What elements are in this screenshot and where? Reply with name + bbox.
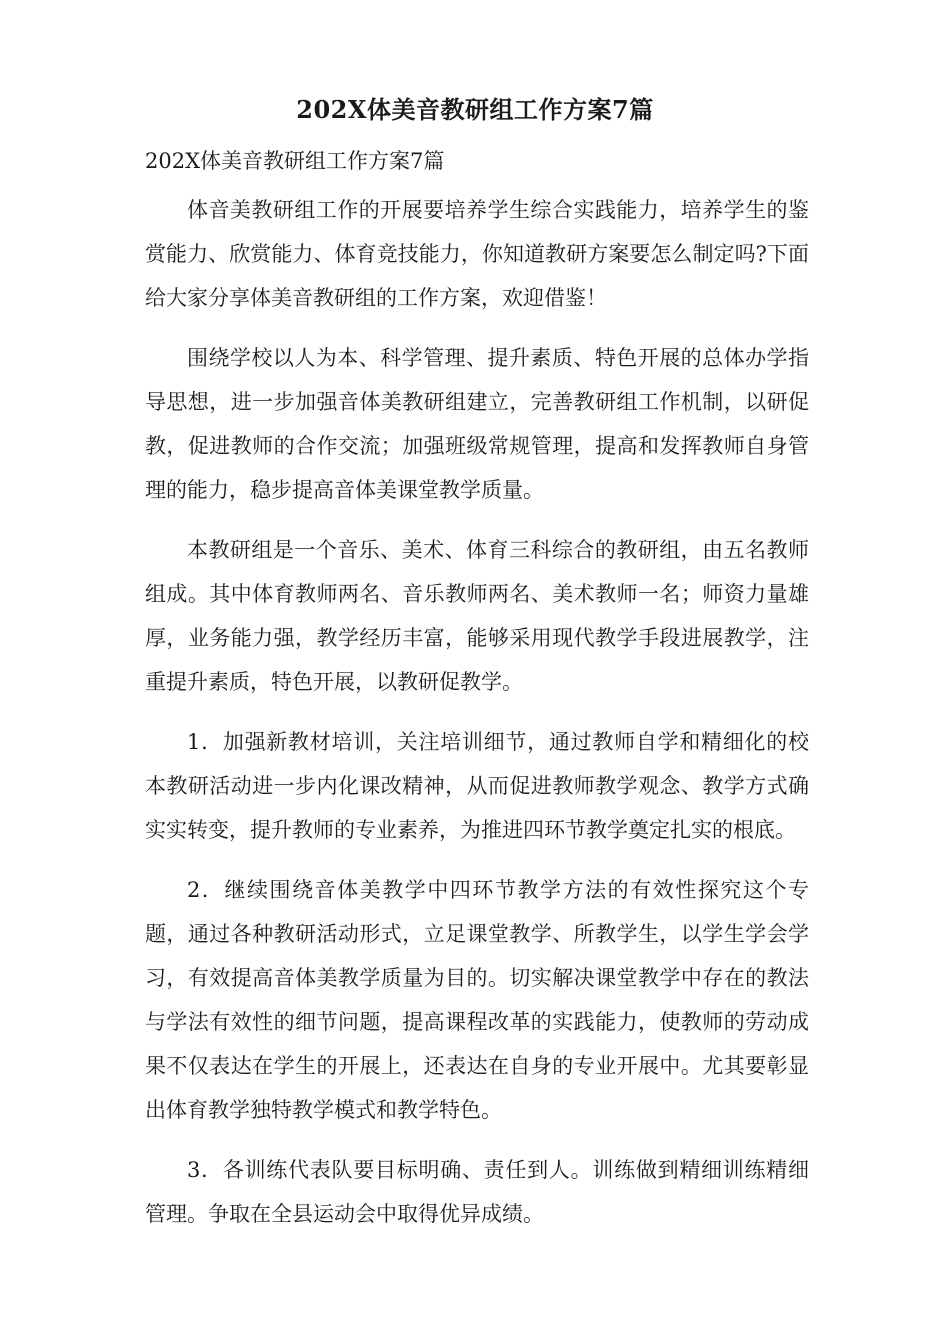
document-subtitle: 202X体美音教研组工作方案7篇 [145, 149, 445, 173]
paragraph-group-overview: 本教研组是一个音乐、美术、体育三科综合的教研组，由五名教师组成。其中体育教师两名、音乐教师两名、美术教师一名；师资力量雄厚，业务能力强，教学经历丰富，能够采用现代教学手段进展教学，注重提升素质，特色开展，以教研促教学。 [145, 538, 809, 694]
document-title: 202X体美音教研组工作方案7篇 [296, 95, 654, 124]
document-body [145, 145, 809, 1236]
paragraph-item-2: 2．继续围绕音体美教学中四环节教学方法的有效性探究这个专题，通过各种教研活动形式，立足课堂教学、所教学生，以学生学会学习，有效提高音体美教学质量为目的。切实解决课堂教学中存在的教法与学法有效性的细节问题，提高课程改革的实践能力，使教师的劳动成果不仅表达在学生的开展上，还表达在自身的专业开展中。尤其要彰显出体育教学独特教学模式和教学特色。 [145, 878, 809, 1122]
paragraph-guiding-thought: 围绕学校以人为本、科学管理、提升素质、特色开展的总体办学指导思想，进一步加强音体美教研组建立，完善教研组工作机制，以研促教，促进教师的合作交流；加强班级常规管理，提高和发挥教师自身管理的能力，稳步提高音体美课堂教学质量。 [145, 346, 809, 502]
paragraph-intro: 体音美教研组工作的开展要培养学生综合实践能力，培养学生的鉴赏能力、欣赏能力、体育竞技能力，你知道教研方案要怎么制定吗?下面给大家分享体美音教研组的工作方案，欢迎借鉴！ [145, 198, 809, 310]
paragraph-item-1: 1．加强新教材培训，关注培训细节，通过教师自学和精细化的校本教研活动进一步内化课改精神，从而促进教师教学观念、教学方式确实实转变，提升教师的专业素养，为推进四环节教学奠定扎实的根底。 [145, 730, 809, 842]
paragraph-item-3: 3．各训练代表队要目标明确、责任到人。训练做到精细训练精细管理。争取在全县运动会中取得优异成绩。 [145, 1158, 809, 1226]
